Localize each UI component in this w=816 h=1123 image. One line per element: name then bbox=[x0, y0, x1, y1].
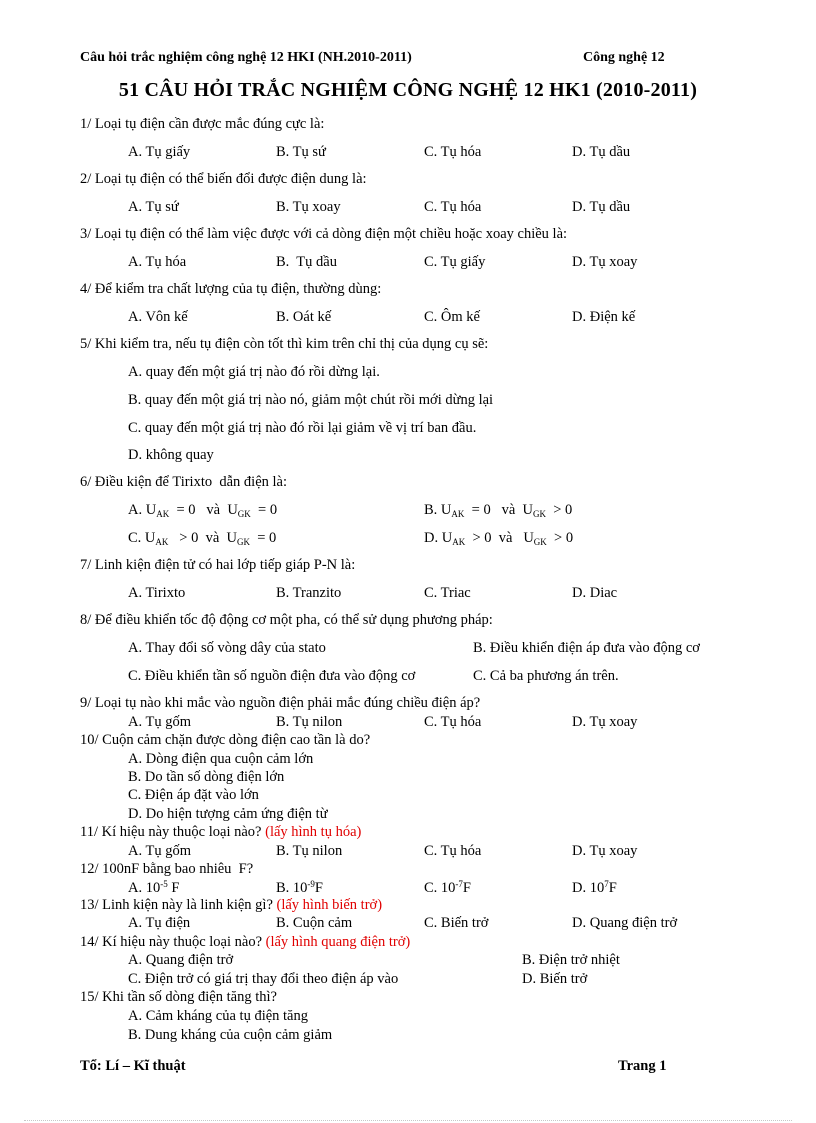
q14-option-c: C. Điện trở có giá trị thay đổi theo điện áp vào bbox=[128, 971, 399, 987]
q12-option-a: A. $10^{-5}$ F bbox=[128, 879, 180, 896]
question-12: 12/ 100nF bằng bao nhiêu F? bbox=[80, 861, 254, 877]
q6-option-d: D. $U_{AK} > 0$ và $U_{GK} > 0$ bbox=[424, 530, 574, 547]
q2-option-a: A. Tụ sứ bbox=[128, 199, 179, 215]
q12-option-c: C. $10^{-7}F$ bbox=[424, 879, 471, 896]
q15-option-b: B. Dung kháng của cuộn cảm giảm bbox=[128, 1027, 333, 1043]
q8-option-a: A. Thay đổi số vòng dây của stato bbox=[128, 640, 326, 656]
q4-option-a: A. Vôn kế bbox=[128, 309, 188, 325]
q14-option-d: D. Biến trở bbox=[522, 971, 588, 987]
q11-note: (lấy hình tụ hóa) bbox=[265, 824, 362, 840]
q3-option-a: A. Tụ hóa bbox=[128, 254, 187, 270]
page-number: Trang 1 bbox=[618, 1058, 667, 1074]
header-left: Câu hỏi trắc nghiệm công nghệ 12 HKI (NH.2010-2011) bbox=[80, 50, 412, 65]
q1-option-a: A. Tụ giấy bbox=[128, 144, 191, 160]
q1-option-d: D. Tụ dầu bbox=[572, 144, 631, 160]
footer-left: Tổ: Lí – Kĩ thuật bbox=[80, 1058, 186, 1074]
q7-option-d: D. Diac bbox=[572, 585, 618, 601]
q9-option-d: D. Tụ xoay bbox=[572, 714, 638, 730]
question-2: 2/ Loại tụ điện có thể biến đổi được điện dung là: bbox=[80, 171, 367, 187]
q1-option-b: B. Tụ sứ bbox=[276, 144, 326, 160]
q14-option-a: A. Quang điện trở bbox=[128, 952, 234, 968]
q13-option-a: A. Tụ điện bbox=[128, 915, 191, 931]
q10-option-c: C. Điện áp đặt vào lớn bbox=[128, 787, 259, 803]
question-1: 1/ Loại tụ điện cần được mắc đúng cực là: bbox=[80, 116, 325, 132]
q9-option-b: B. Tụ nilon bbox=[276, 714, 343, 730]
q8-option-d: C. Cả ba phương án trên. bbox=[473, 668, 619, 684]
q5-option-d: D. không quay bbox=[128, 447, 214, 463]
question-4: 4/ Để kiểm tra chất lượng của tụ điện, thường dùng: bbox=[80, 281, 382, 297]
q12-option-d: D. $10^7F$ bbox=[572, 879, 617, 896]
q3-option-c: C. Tụ giấy bbox=[424, 254, 486, 270]
question-11: 11/ Kí hiệu này thuộc loại nào? (lấy hình tụ hóa) bbox=[80, 824, 362, 840]
q12-option-b: B. $10^{-9}F$ bbox=[276, 879, 323, 896]
question-3: 3/ Loại tụ điện có thể làm việc được với cả dòng điện một chiều hoặc xoay chiều là: bbox=[80, 226, 568, 242]
q14-note: (lấy hình quang điện trở) bbox=[265, 934, 411, 950]
question-15: 15/ Khi tần số dòng điện tăng thì? bbox=[80, 989, 277, 1005]
q8-option-c: C. Điều khiển tần số nguồn điện đưa vào động cơ bbox=[128, 668, 416, 684]
q8-option-b: B. Điều khiển điện áp đưa vào động cơ bbox=[473, 640, 700, 656]
question-5: 5/ Khi kiểm tra, nếu tụ điện còn tốt thì kim trên chỉ thị của dụng cụ sẽ: bbox=[80, 336, 489, 352]
q10-option-a: A. Dòng điện qua cuộn cảm lớn bbox=[128, 751, 314, 767]
q6-option-b: B. $U_{AK} = 0$ và $U_{GK} > 0$ bbox=[424, 502, 573, 519]
q13-note: (lấy hình biến trở) bbox=[276, 897, 383, 913]
question-9: 9/ Loại tụ nào khi mắc vào nguồn điện phải mắc đúng chiều điện áp? bbox=[80, 695, 481, 711]
q3-option-b: B. Tụ dầu bbox=[276, 254, 337, 270]
q5-option-a: A. quay đến một giá trị nào đó rồi dừng lại. bbox=[128, 364, 380, 380]
q4-option-d: D. Điện kế bbox=[572, 309, 636, 325]
q4-option-c: C. Ôm kế bbox=[424, 309, 480, 325]
q4-option-b: B. Oát kế bbox=[276, 309, 332, 325]
q11-option-b: B. Tụ nilon bbox=[276, 843, 343, 859]
q5-option-b: B. quay đến một giá trị nào nó, giảm một chút rồi mới dừng lại bbox=[128, 392, 494, 408]
q1-option-c: C. Tụ hóa bbox=[424, 144, 482, 160]
question-7: 7/ Linh kiện điện tử có hai lớp tiếp giáp P-N là: bbox=[80, 557, 356, 573]
q2-option-d: D. Tụ dầu bbox=[572, 199, 631, 215]
q13-option-c: C. Biến trở bbox=[424, 915, 489, 931]
q2-option-c: C. Tụ hóa bbox=[424, 199, 482, 215]
q2-option-b: B. Tụ xoay bbox=[276, 199, 341, 215]
q10-option-d: D. Do hiện tượng cảm ứng điện từ bbox=[128, 806, 328, 822]
q3-option-d: D. Tụ xoay bbox=[572, 254, 638, 270]
q9-option-c: C. Tụ hóa bbox=[424, 714, 482, 730]
q11-option-a: A. Tụ gốm bbox=[128, 843, 191, 859]
q11-option-c: C. Tụ hóa bbox=[424, 843, 482, 859]
q11-option-d: D. Tụ xoay bbox=[572, 843, 638, 859]
question-8: 8/ Để điều khiển tốc độ động cơ một pha, có thể sử dụng phương pháp: bbox=[80, 612, 493, 628]
q10-option-b: B. Do tần số dòng điện lớn bbox=[128, 769, 285, 785]
q7-option-b: B. Tranzito bbox=[276, 585, 342, 601]
q7-option-c: C. Triac bbox=[424, 585, 471, 601]
q5-option-c: C. quay đến một giá trị nào đó rồi lại giảm về vị trí ban đầu. bbox=[128, 420, 477, 436]
header-right: Công nghệ 12 bbox=[583, 50, 665, 65]
q6-option-a: A. $U_{AK} = 0$ và $U_{GK} = 0$ bbox=[128, 502, 278, 519]
q13-option-d: D. Quang điện trở bbox=[572, 915, 678, 931]
question-10: 10/ Cuộn cảm chặn được dòng điện cao tần là do? bbox=[80, 732, 371, 748]
q7-option-a: A. Tirixto bbox=[128, 585, 186, 601]
page-break-divider bbox=[24, 1120, 792, 1121]
q9-option-a: A. Tụ gốm bbox=[128, 714, 191, 730]
question-6: 6/ Điều kiện để Tirixto dẫn điện là: bbox=[80, 474, 288, 490]
question-13: 13/ Linh kiện này là linh kiện gì? (lấy hình biến trở) bbox=[80, 897, 383, 913]
q13-option-b: B. Cuộn cảm bbox=[276, 915, 353, 931]
page-title: 51 CÂU HỎI TRẮC NGHIỆM CÔNG NGHỆ 12 HK1 (2010-2011) bbox=[118, 79, 698, 101]
q15-option-a: A. Cảm kháng của tụ điện tăng bbox=[128, 1008, 308, 1024]
question-14: 14/ Kí hiệu này thuộc loại nào? (lấy hình quang điện trở) bbox=[80, 934, 411, 950]
q6-option-c: C. $U_{AK} > 0$ và $U_{GK} = 0$ bbox=[128, 530, 277, 547]
q14-option-b: B. Điện trở nhiệt bbox=[522, 952, 620, 968]
